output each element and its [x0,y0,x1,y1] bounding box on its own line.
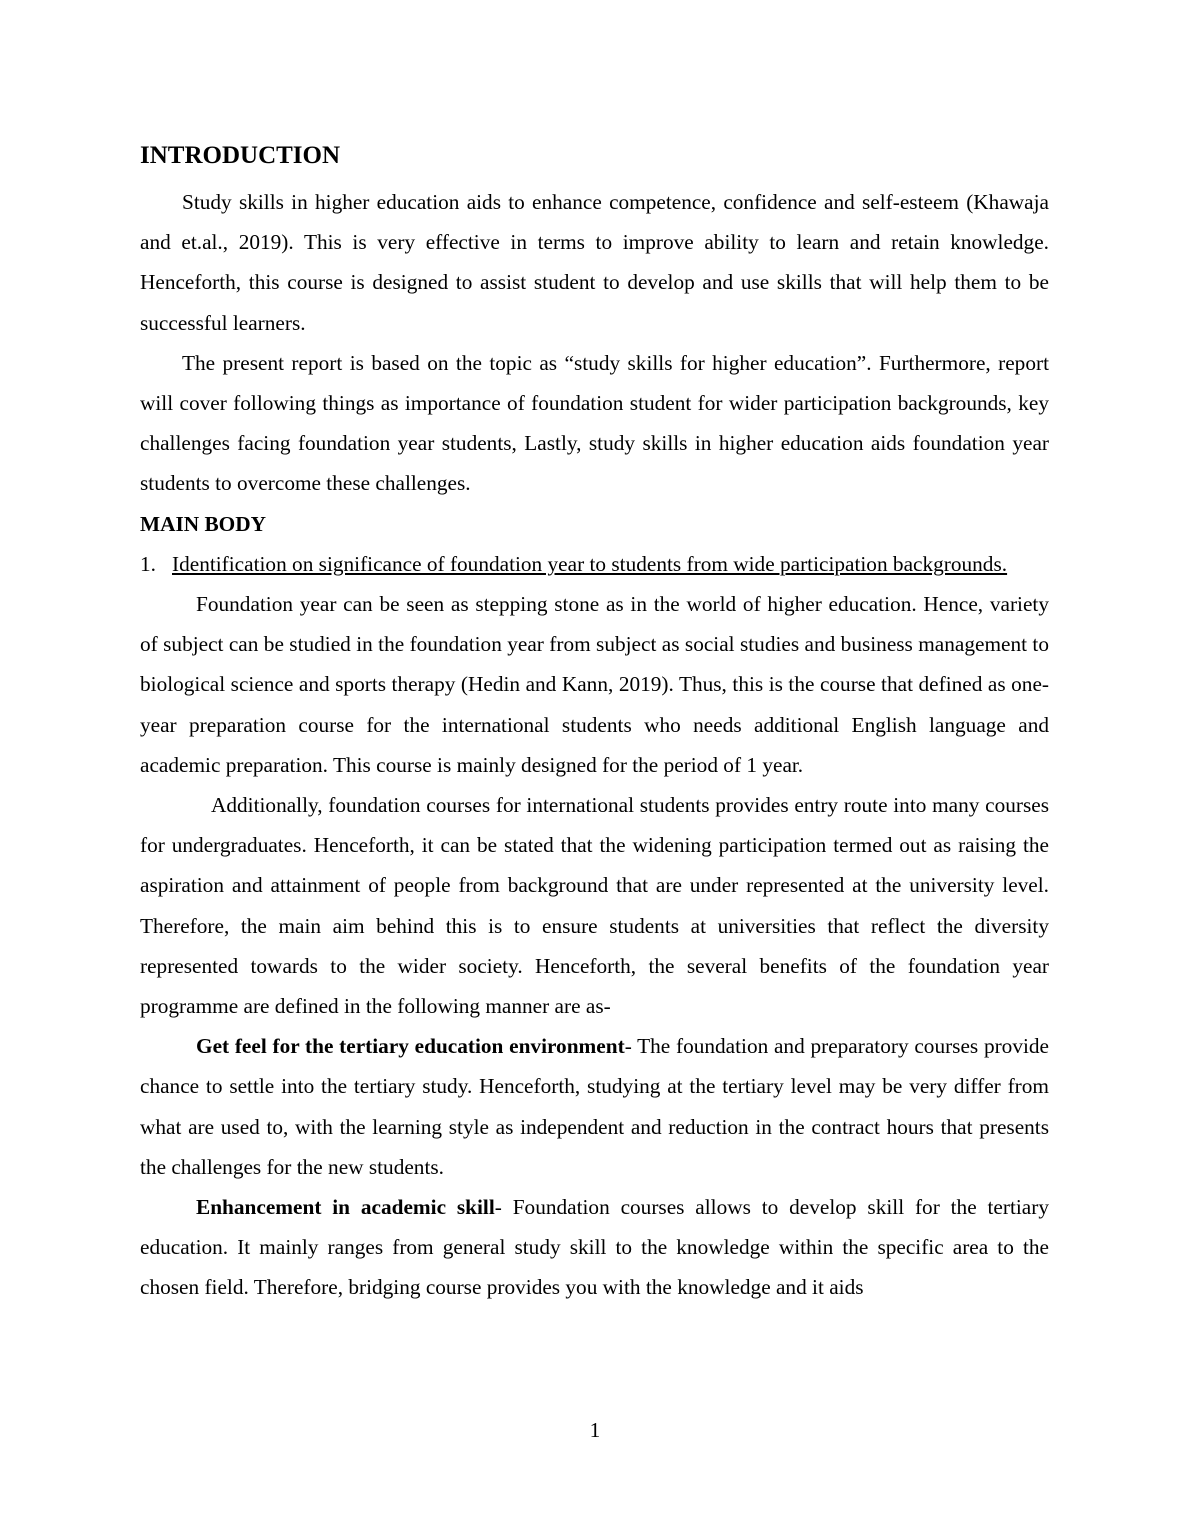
benefit-2-text: - Foundation courses allows to develop skill for the tertiary education. It mainly ranges from general study skill to the knowledge within the specific area to the chosen field. Therefore, bridging course provides you with the knowledge and it aids [140,1195,1049,1300]
main-body-heading: MAIN BODY [140,511,267,536]
benefit-paragraph-2 [140,1187,1049,1308]
benefit-2-title: Enhancement in academic skill [196,1195,495,1220]
introduction-heading: INTRODUCTION [140,142,341,169]
section-1-number: 1. [140,551,156,576]
intro-paragraph-1: Study skills in higher education aids to enhance competence, confidence and self-esteem (Khawaja and et.al., 2019). This is very effective in terms to improve ability to learn and retain knowledge. Henceforth, this course is designed to assist student to develop and use skills that will help them to be successful learners. [140,190,1049,335]
benefit-1-text: - The foundation and preparatory courses provide chance to settle into the tertiary study. Henceforth, studying at the tertiary level may be very differ from what are used to, with the learning style as independent and reduction in the contract hours that presents the challenges for the new students. [140,1034,1049,1179]
intro-paragraph-2: The present report is based on the topic as “study skills for higher education”. Furthermore, report will cover following things as importance of foundation student for wider participation backgrounds, key challenges facing foundation year students, Lastly, study skills in higher education aids foundation year students to overcome these challenges. [140,350,1049,496]
section-1-heading-text: Identification on significance of foundation year to students from wide participation backgrounds. [172,551,1008,576]
section-1-heading [140,544,1049,584]
section-1-paragraph-2: Additionally, foundation courses for international students provides entry route into many courses for undergraduates. Henceforth, it can be stated that the widening participation termed out as raising the aspiration and attainment of people from background that are under represented at the university level. Therefore, the main aim behind this is to ensure students at universities that reflect the diversity represented towards to the wider society. Henceforth, the several benefits of the foundation year programme are defined in the following manner are as- [140,793,1049,1019]
page-content [140,138,1049,1308]
page-number: 1 [589,1418,601,1442]
benefit-paragraph-1 [140,1026,1049,1187]
section-1-paragraph-1: Foundation year can be seen as stepping stone as in the world of higher education. Hence, variety of subject can be studied in the foundation year from subject as social studies and business management to biological science and sports therapy (Hedin and Kann, 2019). Thus, this is the course that defined as one-year preparation course for the international students who needs additional English language and academic preparation. This course is mainly designed for the period of 1 year. [140,592,1049,777]
benefit-1-title: Get feel for the tertiary education environment [196,1034,625,1059]
